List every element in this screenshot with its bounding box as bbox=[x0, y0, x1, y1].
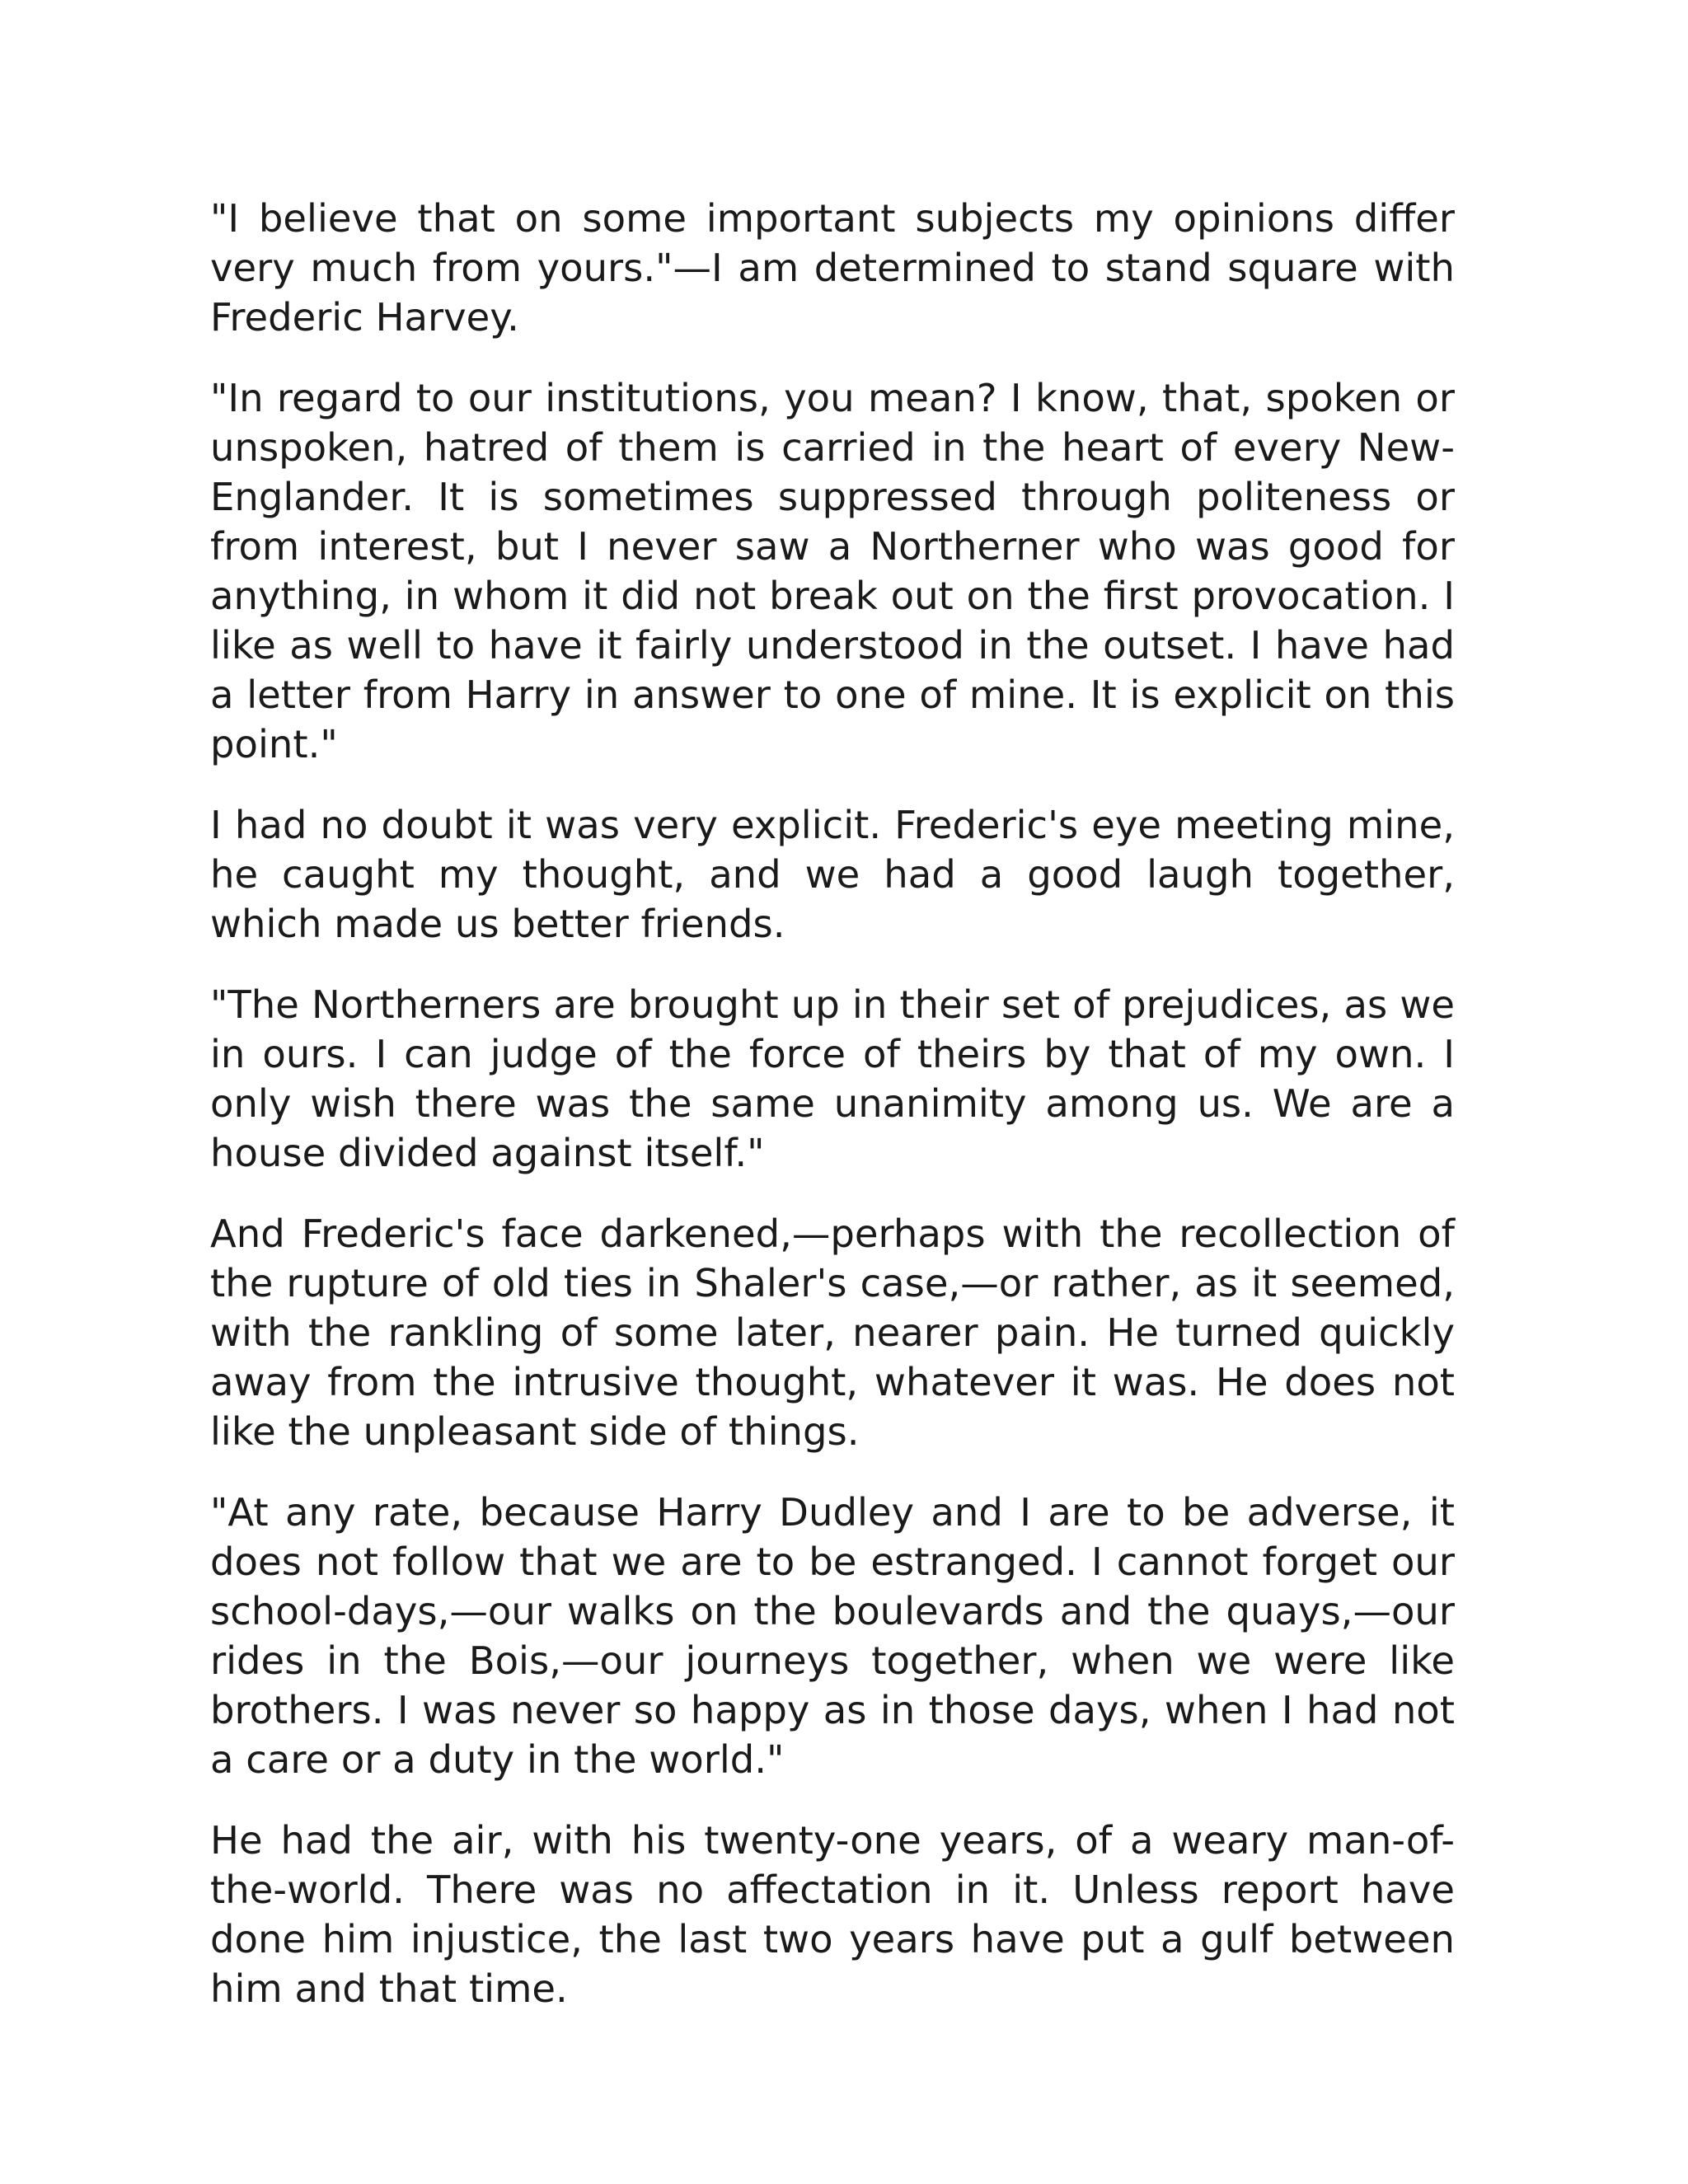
paragraph: I had no doubt it was very explicit. Frederic's eye meeting mine, he caught my thought, and we had a good laugh together, which made us better friends. bbox=[210, 803, 1455, 946]
paragraph: He had the air, with his twenty-one years, of a weary man-of-the-world. There was no affectation in it. Unless report have done him injustice, the last two years have put a gulf between him and that time. bbox=[210, 1818, 1455, 2011]
paragraph: "At any rate, because Harry Dudley and I are to be adverse, it does not follow that we are to be estranged. I cannot forget our school-days,—our walks on the boulevards and the quays,—our rides in the Bois,—our journeys together, when we were like brothers. I was never so happy as in those days, when I had not a care or a duty in the world." bbox=[210, 1490, 1455, 1782]
document-page bbox=[210, 194, 1455, 2045]
paragraph: "I believe that on some important subjects my opinions differ very much from yours."—I am determined to stand square with Frederic Harvey. bbox=[210, 196, 1455, 340]
paragraph: "The Northerners are brought up in their set of prejudices, as we in ours. I can judge of the force of theirs by that of my own. I only wish there was the same unanimity among us. We are a house divided against itself." bbox=[210, 982, 1455, 1175]
paragraph: And Frederic's face darkened,—perhaps with the recollection of the rupture of old ties in Shaler's case,—or rather, as it seemed, with the rankling of some later, nearer pain. He turned quickly away from the intrusive thought, whatever it was. He does not like the unpleasant side of things. bbox=[210, 1212, 1455, 1454]
paragraph: "In regard to our institutions, you mean? I know, that, spoken or unspoken, hatred of them is carried in the heart of every New-Englander. It is sometimes suppressed through politeness or from interest, but I never saw a Northerner who was good for anything, in whom it did not break out on the first provocation. I like as well to have it fairly understood in the outset. I have had a letter from Harry in answer to one of mine. It is explicit on this point." bbox=[210, 376, 1455, 766]
